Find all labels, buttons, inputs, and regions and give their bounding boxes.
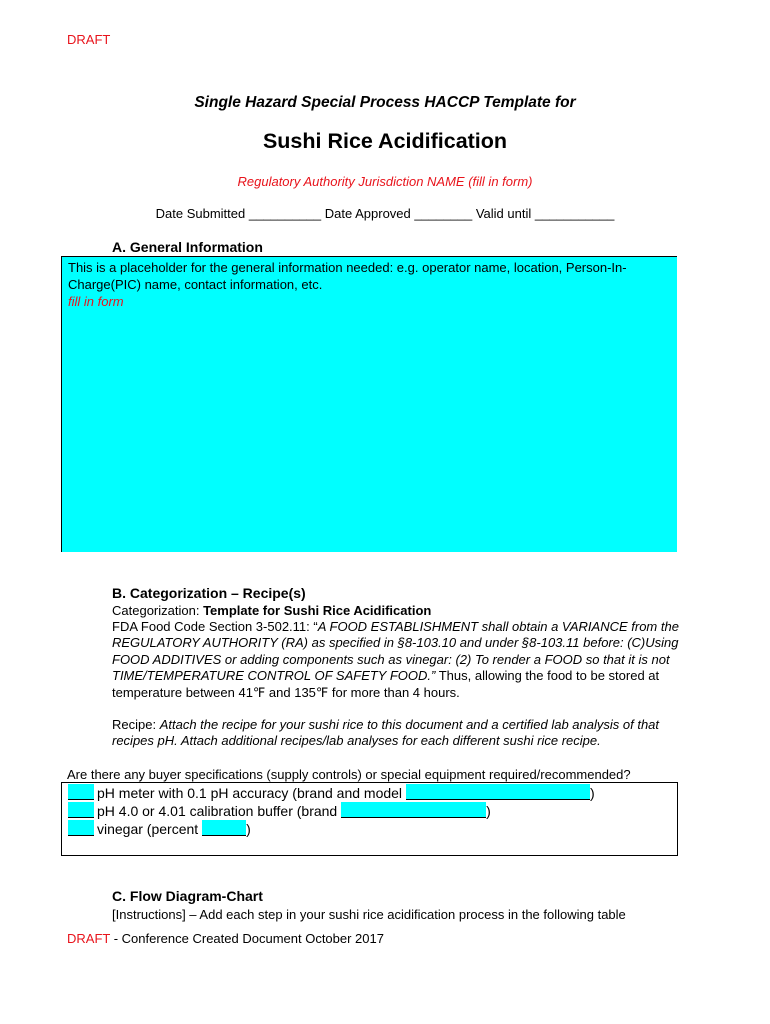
categorization-line (112, 603, 431, 618)
buffer-brand-field[interactable] (341, 802, 486, 818)
buyer-specifications-question: Are there any buyer specifications (supply controls) or special equipment required/recommended? (67, 767, 631, 782)
general-information-box[interactable] (61, 256, 677, 552)
recipe-paragraph (112, 717, 704, 750)
list-item (68, 784, 671, 802)
recipe-instructions: Attach the recipe for your sushi rice to this document and a certified lab analysis of that recipes pH. Attach additional recipes/lab analyses for each different sushi rice recipe. (112, 717, 660, 749)
fda-suffix: Thus, allowing the food to be stored at temperature between 41℉ and 135℉ for more than 4 hours. (112, 668, 660, 700)
checkbox-blank[interactable] (68, 784, 94, 800)
fda-prefix: FDA Food Code Section 3-502.11: “ (112, 619, 318, 634)
checkbox-blank[interactable] (68, 802, 94, 818)
recipe-label: Recipe: (112, 717, 160, 732)
section-c-heading: C. Flow Diagram-Chart (112, 888, 263, 904)
checkbox-blank[interactable] (68, 820, 94, 836)
footer (67, 931, 384, 946)
draft-label: DRAFT (67, 32, 111, 47)
categorization-label: Categorization: (112, 603, 204, 618)
item-close: ) (589, 785, 595, 801)
item-label: pH meter with 0.1 pH accuracy (brand and model (97, 785, 406, 801)
buyer-specifications-box (61, 782, 678, 856)
item-label: pH 4.0 or 4.01 calibration buffer (brand (97, 803, 342, 819)
item-label: vinegar (percent (97, 821, 203, 837)
section-a-heading: A. General Information (112, 239, 263, 255)
fda-code-paragraph (112, 619, 704, 701)
footer-draft: DRAFT (67, 931, 111, 946)
jurisdiction-field[interactable]: Regulatory Authority Jurisdiction NAME (fill in form) (237, 174, 533, 189)
categorization-value: Template for Sushi Rice Acidification (203, 603, 432, 618)
footer-text: - Conference Created Document October 2017 (110, 931, 384, 946)
fill-in-form-hint: fill in form (68, 294, 124, 309)
section-b-heading: B. Categorization – Recipe(s) (112, 585, 306, 601)
brand-model-field[interactable] (406, 784, 590, 800)
dates-line[interactable]: Date Submitted __________ Date Approved ________ Valid until ___________ (155, 206, 615, 221)
page-title: Sushi Rice Acidification (262, 129, 508, 153)
fda-quote: A FOOD ESTABLISHMENT shall obtain a VARIANCE from the REGULATORY AUTHORITY (RA) as specified in §8-103.10 and under §8-103.11 before: (C)Using FOOD ADDITIVES or adding components such as vinegar: (2) To render a FOOD so that it is not TIME/TEMPERATURE CONTROL OF SAFETY FOOD.” (112, 619, 679, 684)
general-info-placeholder: This is a placeholder for the general information needed: e.g. operator name, location, Person-In-Charge(PIC) name, contact information, etc. (68, 260, 627, 292)
vinegar-percent-field[interactable] (202, 820, 246, 836)
item-close: ) (486, 803, 491, 819)
template-heading: Single Hazard Special Process HACCP Template for (194, 94, 576, 111)
list-item (68, 820, 671, 838)
item-close: ) (246, 821, 251, 837)
flow-instructions: [Instructions] – Add each step in your sushi rice acidification process in the following table (112, 907, 626, 922)
list-item (68, 802, 671, 820)
